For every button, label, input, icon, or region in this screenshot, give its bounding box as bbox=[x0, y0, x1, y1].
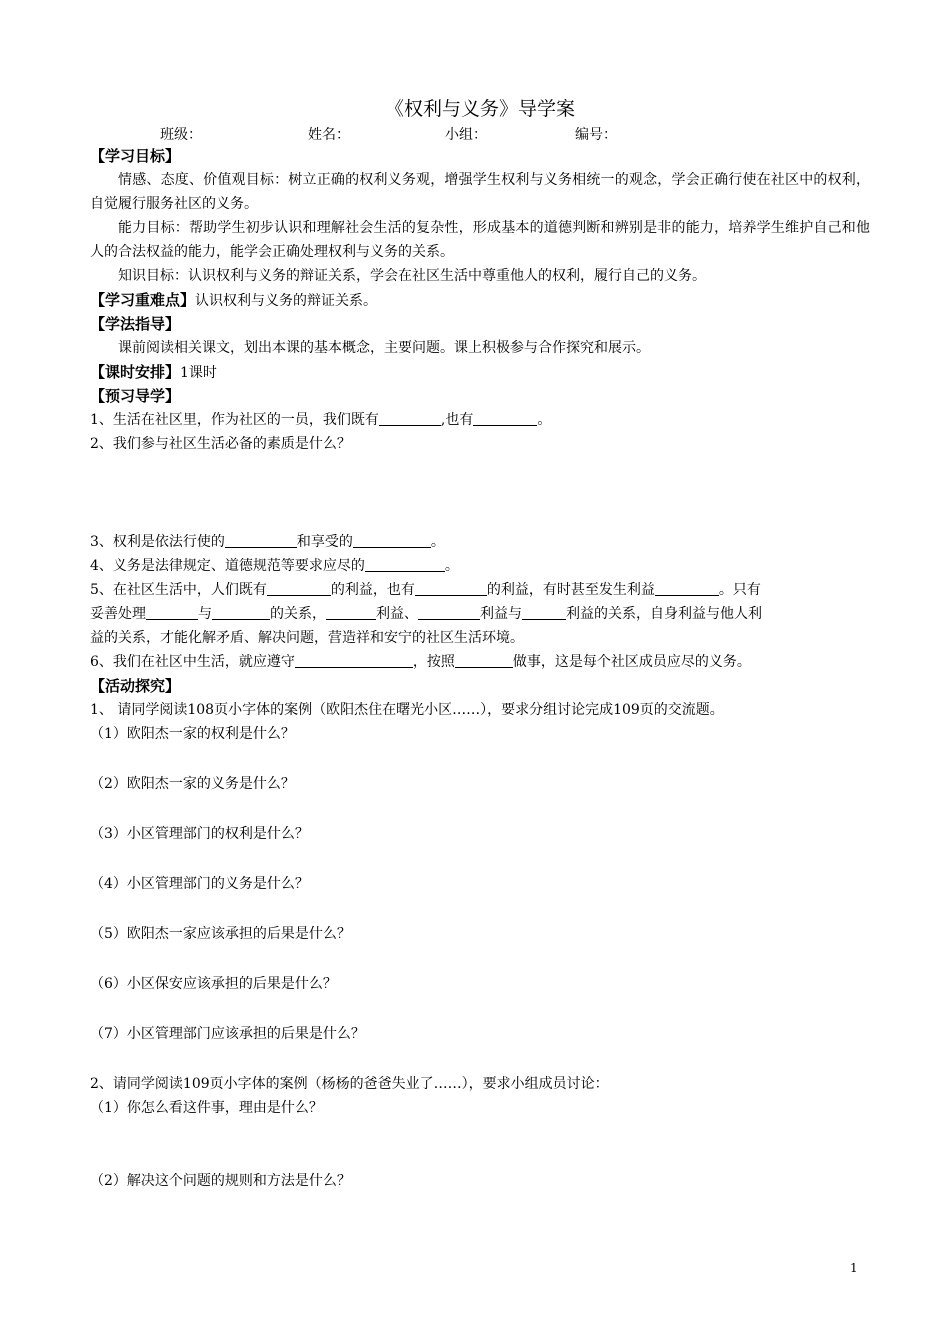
q5-text-b: 的利益，也有 bbox=[330, 582, 415, 598]
blank-field[interactable] bbox=[655, 580, 719, 596]
q5-text-i: 利益与 bbox=[480, 606, 522, 622]
activity-2-item: （2）解决这个问题的规则和方法是什么？ bbox=[90, 1173, 351, 1189]
q1-text-b: ,也有 bbox=[440, 412, 474, 428]
preview-question-1 bbox=[90, 408, 870, 432]
blank-field[interactable] bbox=[353, 532, 431, 548]
blank-field[interactable] bbox=[522, 604, 566, 620]
activity-1-item: （7）小区管理部门应该承担的后果是什么？ bbox=[90, 1026, 365, 1042]
answer-space[interactable] bbox=[90, 456, 870, 528]
blank-field[interactable] bbox=[212, 604, 270, 620]
student-info-row bbox=[90, 124, 870, 144]
activity-1-item: （6）小区保安应该承担的后果是什么？ bbox=[90, 976, 337, 992]
answer-space[interactable] bbox=[90, 746, 870, 772]
activity-1-item: （3）小区管理部门的权利是什么？ bbox=[90, 826, 309, 842]
document-title: 《权利与义务》导学案 bbox=[384, 98, 575, 120]
section-difficult bbox=[90, 288, 870, 312]
answer-space[interactable] bbox=[90, 1046, 870, 1072]
answer-space[interactable] bbox=[90, 846, 870, 872]
answer-space[interactable] bbox=[90, 946, 870, 972]
blank-field[interactable] bbox=[415, 580, 487, 596]
q6-text-a: 6、我们在社区中生活，就应遵守 bbox=[90, 654, 295, 670]
q5-text-e: 妥善处理 bbox=[90, 606, 146, 622]
blank-field[interactable] bbox=[455, 652, 513, 668]
activity-1-item: （5）欧阳杰一家应该承担的后果是什么？ bbox=[90, 926, 351, 942]
q1-text-c: 。 bbox=[537, 412, 552, 428]
q3-text-c: 。 bbox=[430, 534, 445, 550]
activity-1-item: （1）欧阳杰一家的权利是什么？ bbox=[90, 726, 295, 742]
q5-text-c: 的利益，有时甚至发生利益 bbox=[486, 582, 655, 598]
q5-text-j: 利益的关系，自身利益与他人利 bbox=[566, 606, 762, 622]
name-label: 姓名： bbox=[308, 127, 350, 143]
worksheet-page bbox=[90, 96, 870, 1193]
section-heading-schedule: 【课时安排】 bbox=[90, 363, 181, 381]
blank-field[interactable] bbox=[225, 532, 297, 548]
answer-space[interactable] bbox=[90, 896, 870, 922]
q5-text-k: 益的关系，才能化解矛盾、解决问题，营造祥和安宁的社区生活环境。 bbox=[90, 630, 524, 646]
section-heading-goals: 【学习目标】 bbox=[90, 147, 181, 165]
activity-1-item: （4）小区管理部门的义务是什么？ bbox=[90, 876, 309, 892]
q4-text-a: 4、义务是法律规定、道德规范等要求应尽的 bbox=[90, 558, 365, 574]
preview-question-5 bbox=[90, 578, 870, 650]
q5-text-a: 5、在社区生活中，人们既有 bbox=[90, 582, 267, 598]
q3-text-b: 和享受的 bbox=[296, 534, 353, 550]
page-number: 1 bbox=[850, 1261, 858, 1275]
blank-field[interactable] bbox=[379, 410, 441, 426]
q5-text-f: 与 bbox=[198, 606, 212, 622]
section-heading-activity: 【活动探究】 bbox=[90, 677, 181, 695]
answer-space[interactable] bbox=[90, 796, 870, 822]
q1-text-a: 1、生活在社区里，作为社区的一员，我们既有 bbox=[90, 412, 379, 428]
q5-text-g: 的关系， bbox=[270, 606, 326, 622]
goal-ability: 能力目标：帮助学生初步认识和理解社会生活的复杂性，形成基本的道德判断和辨别是非的能力，培养学生维护自己和他人的合法权益的能力，能学会正确处理权利与义务的关系。 bbox=[90, 220, 870, 260]
preview-question-4 bbox=[90, 554, 870, 578]
section-schedule bbox=[90, 360, 870, 384]
blank-field[interactable] bbox=[326, 604, 376, 620]
section-heading-preview: 【预习导学】 bbox=[90, 387, 181, 405]
activity-2-item: （1）你怎么看这件事，理由是什么？ bbox=[90, 1100, 323, 1116]
preview-question-6 bbox=[90, 650, 870, 674]
blank-field[interactable] bbox=[295, 652, 413, 668]
goal-emotion: 情感、态度、价值观目标：树立正确的权利义务观，增强学生权利与义务相统一的观念，学会正确行使在社区中的权利，自觉履行服务社区的义务。 bbox=[90, 172, 870, 212]
blank-field[interactable] bbox=[146, 604, 198, 620]
goal-knowledge: 知识目标：认识权利与义务的辩证关系，学会在社区生活中尊重他人的权利，履行自己的义务。 bbox=[118, 268, 706, 284]
group-label: 小组： bbox=[445, 127, 487, 143]
q5-text-d: 。只有 bbox=[718, 582, 761, 598]
q6-text-b: ，按照 bbox=[412, 654, 455, 670]
number-label: 编号： bbox=[575, 127, 617, 143]
q3-text-a: 3、权利是依法行使的 bbox=[90, 534, 225, 550]
blank-field[interactable] bbox=[267, 580, 331, 596]
blank-field[interactable] bbox=[418, 604, 480, 620]
q6-text-c: 做事，这是每个社区成员应尽的义务。 bbox=[512, 654, 751, 670]
section-heading-method: 【学法指导】 bbox=[90, 315, 181, 333]
difficult-text: 认识权利与义务的辩证关系。 bbox=[195, 293, 378, 309]
activity-2-prompt: 2、请同学阅读109页小字体的案例（杨杨的爸爸失业了……），要求小组成员讨论： bbox=[90, 1076, 609, 1092]
method-text: 课前阅读相关课文，划出本课的基本概念，主要问题。课上积极参与合作探究和展示。 bbox=[118, 340, 650, 356]
activity-1-item: （2）欧阳杰一家的义务是什么？ bbox=[90, 776, 295, 792]
class-label: 班级： bbox=[160, 127, 202, 143]
preview-question-3 bbox=[90, 530, 870, 554]
answer-space[interactable] bbox=[90, 996, 870, 1022]
schedule-text: 1课时 bbox=[180, 365, 217, 381]
blank-field[interactable] bbox=[473, 410, 537, 426]
q5-text-h: 利益、 bbox=[376, 606, 418, 622]
section-heading-difficult: 【学习重难点】 bbox=[90, 291, 196, 309]
blank-field[interactable] bbox=[365, 556, 445, 572]
activity-1-prompt: 1、 请同学阅读108页小字体的案例（欧阳杰住在曙光小区……），要求分组讨论完成109页的交流题。 bbox=[90, 702, 724, 718]
answer-space[interactable] bbox=[90, 1120, 870, 1169]
preview-question-2: 2、我们参与社区生活必备的素质是什么？ bbox=[90, 436, 351, 452]
q4-text-b: 。 bbox=[444, 558, 459, 574]
